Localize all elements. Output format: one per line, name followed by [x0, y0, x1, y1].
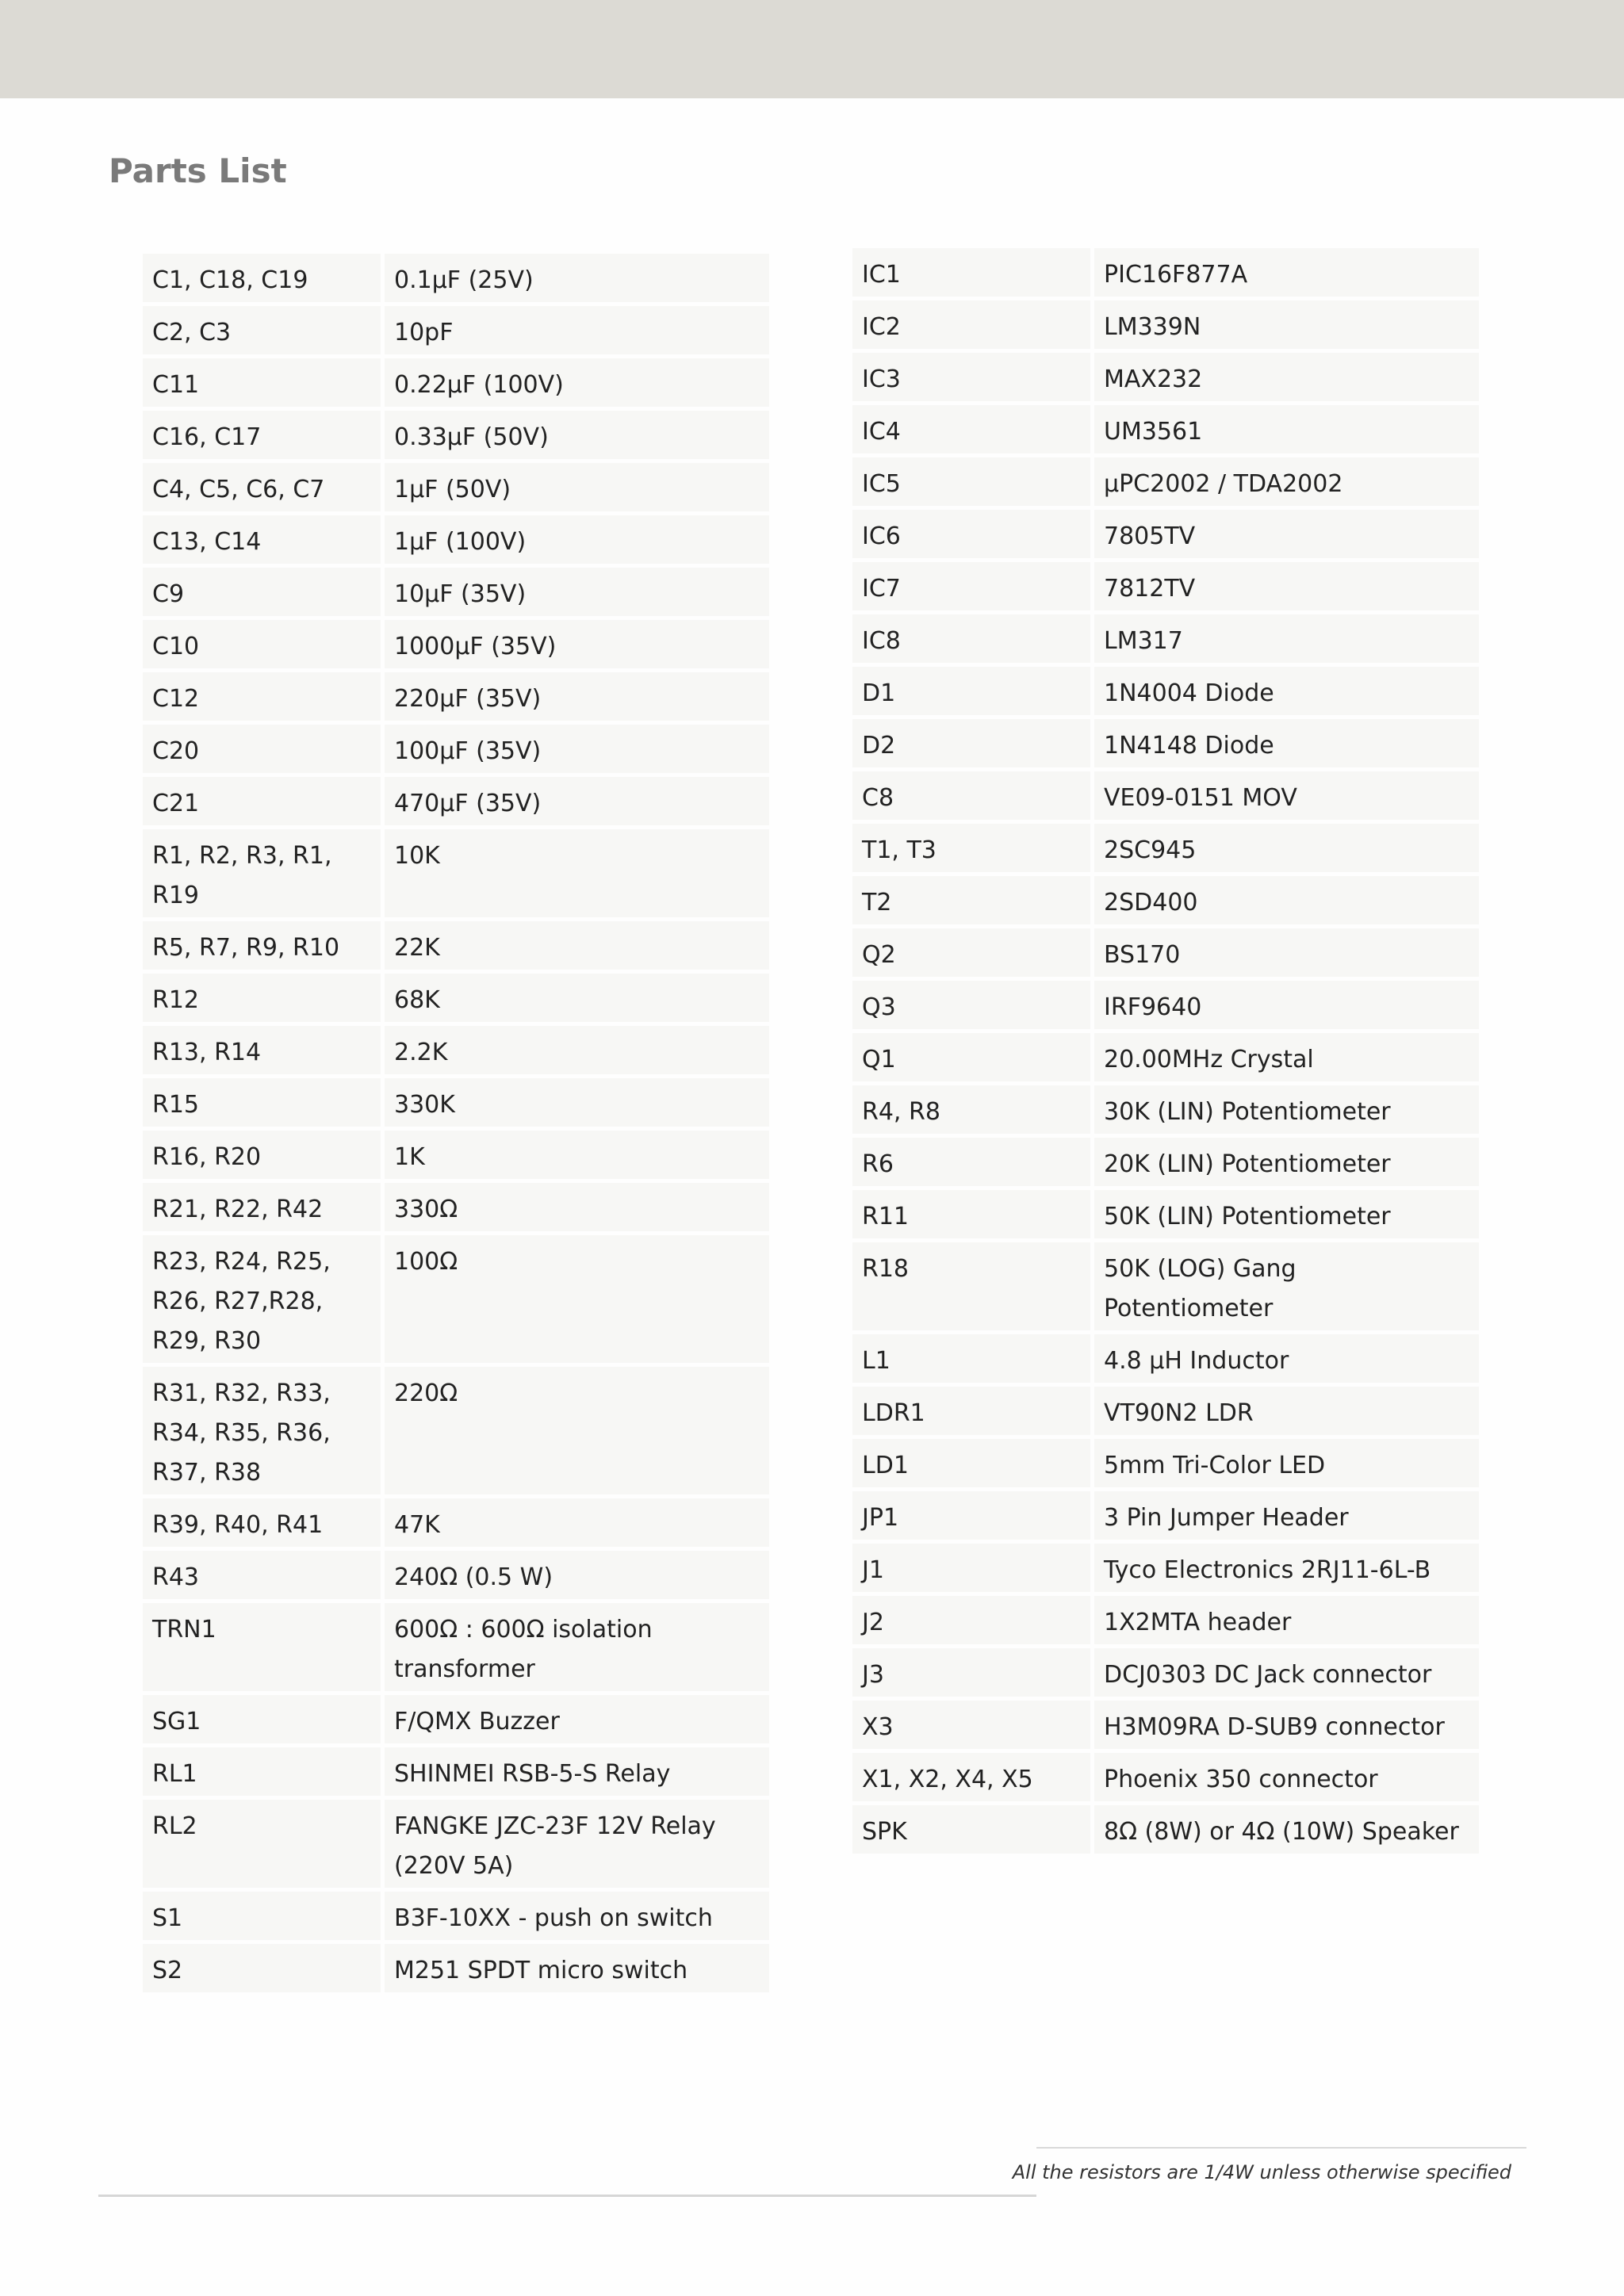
part-value: 0.33µF (50V) [385, 411, 769, 459]
part-value: 10µF (35V) [385, 568, 769, 616]
part-value: 470µF (35V) [385, 777, 769, 825]
part-value: UM3561 [1094, 405, 1479, 453]
part-reference: LDR1 [852, 1387, 1090, 1435]
part-value: 1N4004 Diode [1094, 667, 1479, 715]
table-row [852, 1334, 1479, 1383]
part-value: MAX232 [1094, 353, 1479, 401]
table-row [852, 667, 1479, 715]
part-value: VE09-0151 MOV [1094, 771, 1479, 820]
part-reference: D2 [852, 719, 1090, 767]
table-row [143, 1498, 769, 1547]
part-reference: R16, R20 [143, 1131, 381, 1179]
part-reference: RL1 [143, 1747, 381, 1796]
part-reference: TRN1 [143, 1603, 381, 1691]
part-value: SHINMEI RSB-5-S Relay [385, 1747, 769, 1796]
part-value: LM317 [1094, 614, 1479, 663]
table-row [852, 1491, 1479, 1540]
table-row [852, 876, 1479, 924]
part-value: 100Ω [385, 1235, 769, 1363]
part-value: 220µF (35V) [385, 672, 769, 721]
part-value: Phoenix 350 connector [1094, 1753, 1479, 1801]
table-row [143, 1800, 769, 1888]
part-reference: J3 [852, 1648, 1090, 1697]
part-value: 0.1µF (25V) [385, 254, 769, 302]
part-reference: R4, R8 [852, 1085, 1090, 1134]
part-reference: IC6 [852, 510, 1090, 558]
part-value: 4.8 µH Inductor [1094, 1334, 1479, 1383]
part-value: 1µF (50V) [385, 463, 769, 511]
part-value: Tyco Electronics 2RJ11-6L-B [1094, 1544, 1479, 1592]
part-reference: C10 [143, 620, 381, 668]
table-row [852, 1701, 1479, 1749]
table-row [852, 405, 1479, 453]
part-value: IRF9640 [1094, 981, 1479, 1029]
part-reference: C13, C14 [143, 515, 381, 564]
part-reference: IC7 [852, 562, 1090, 610]
part-value: 2SC945 [1094, 824, 1479, 872]
part-value: 22K [385, 921, 769, 970]
part-value: H3M09RA D-SUB9 connector [1094, 1701, 1479, 1749]
table-row [143, 1603, 769, 1691]
part-reference: X3 [852, 1701, 1090, 1749]
table-row [852, 1138, 1479, 1186]
part-reference: T2 [852, 876, 1090, 924]
part-reference: IC5 [852, 457, 1090, 506]
footer-divider [98, 2195, 1036, 2197]
part-value: DCJ0303 DC Jack connector [1094, 1648, 1479, 1697]
table-row [852, 928, 1479, 977]
table-row [143, 1235, 769, 1363]
part-reference: IC3 [852, 353, 1090, 401]
part-value: 50K (LOG) Gang Potentiometer [1094, 1242, 1479, 1330]
table-row [143, 1078, 769, 1127]
table-row [852, 981, 1479, 1029]
part-value: 330Ω [385, 1183, 769, 1231]
part-reference: D1 [852, 667, 1090, 715]
table-row [852, 562, 1479, 610]
table-row [852, 457, 1479, 506]
table-row [143, 254, 769, 302]
header-band [0, 0, 1624, 98]
footnote: All the resistors are 1/4W unless otherwise specified [1012, 2161, 1511, 2183]
table-row [143, 463, 769, 511]
part-value: PIC16F877A [1094, 248, 1479, 297]
table-row [143, 1026, 769, 1074]
part-reference: IC2 [852, 300, 1090, 349]
table-row [143, 1747, 769, 1796]
part-value: 10pF [385, 306, 769, 354]
part-value: 1µF (100V) [385, 515, 769, 564]
table-row [143, 1551, 769, 1599]
table-row [143, 672, 769, 721]
part-reference: R43 [143, 1551, 381, 1599]
part-value: 240Ω (0.5 W) [385, 1551, 769, 1599]
part-reference: R18 [852, 1242, 1090, 1330]
part-reference: T1, T3 [852, 824, 1090, 872]
part-value: 47K [385, 1498, 769, 1547]
table-row [143, 1695, 769, 1743]
part-reference: C12 [143, 672, 381, 721]
table-row [852, 1544, 1479, 1592]
part-reference: Q3 [852, 981, 1090, 1029]
part-reference: S2 [143, 1944, 381, 1992]
part-value: 330K [385, 1078, 769, 1127]
table-row [143, 568, 769, 616]
part-value: 0.22µF (100V) [385, 358, 769, 407]
table-row [143, 620, 769, 668]
part-reference: R23, R24, R25, R26, R27,R28, R29, R30 [143, 1235, 381, 1363]
part-value: 3 Pin Jumper Header [1094, 1491, 1479, 1540]
part-value: 30K (LIN) Potentiometer [1094, 1085, 1479, 1134]
part-value: FANGKE JZC-23F 12V Relay (220V 5A) [385, 1800, 769, 1888]
table-row [143, 725, 769, 773]
part-reference: Q1 [852, 1033, 1090, 1081]
table-row [143, 358, 769, 407]
part-reference: R31, R32, R33, R34, R35, R36, R37, R38 [143, 1367, 381, 1494]
table-row [852, 510, 1479, 558]
part-value: 220Ω [385, 1367, 769, 1494]
part-value: 7812TV [1094, 562, 1479, 610]
part-value: B3F-10XX - push on switch [385, 1892, 769, 1940]
table-row [852, 719, 1479, 767]
table-row [852, 248, 1479, 297]
part-value: 100µF (35V) [385, 725, 769, 773]
part-reference: SG1 [143, 1695, 381, 1743]
table-row [852, 824, 1479, 872]
part-value: 8Ω (8W) or 4Ω (10W) Speaker [1094, 1805, 1479, 1854]
part-reference: C11 [143, 358, 381, 407]
table-row [852, 1033, 1479, 1081]
part-value: 2SD400 [1094, 876, 1479, 924]
part-reference: R5, R7, R9, R10 [143, 921, 381, 970]
table-row [143, 829, 769, 917]
table-row [143, 1944, 769, 1992]
part-reference: LD1 [852, 1439, 1090, 1487]
part-value: 5mm Tri-Color LED [1094, 1439, 1479, 1487]
part-reference: R12 [143, 974, 381, 1022]
part-value: 600Ω : 600Ω isolation transformer [385, 1603, 769, 1691]
part-reference: X1, X2, X4, X5 [852, 1753, 1090, 1801]
table-row [852, 1242, 1479, 1330]
part-reference: R21, R22, R42 [143, 1183, 381, 1231]
table-row [143, 306, 769, 354]
part-value: 20.00MHz Crystal [1094, 1033, 1479, 1081]
part-value: 68K [385, 974, 769, 1022]
part-reference: L1 [852, 1334, 1090, 1383]
part-value: 1N4148 Diode [1094, 719, 1479, 767]
part-value: 2.2K [385, 1026, 769, 1074]
table-row [143, 777, 769, 825]
table-row [143, 1367, 769, 1494]
table-row [852, 1387, 1479, 1435]
table-row [143, 921, 769, 970]
table-row [852, 1190, 1479, 1238]
part-reference: SPK [852, 1805, 1090, 1854]
part-reference: C4, C5, C6, C7 [143, 463, 381, 511]
part-reference: IC4 [852, 405, 1090, 453]
part-reference: J2 [852, 1596, 1090, 1644]
part-reference: R6 [852, 1138, 1090, 1186]
part-reference: C16, C17 [143, 411, 381, 459]
part-reference: C8 [852, 771, 1090, 820]
part-reference: J1 [852, 1544, 1090, 1592]
part-reference: R11 [852, 1190, 1090, 1238]
part-value: LM339N [1094, 300, 1479, 349]
table-row [852, 1805, 1479, 1854]
table-row [852, 1596, 1479, 1644]
part-value: 10K [385, 829, 769, 917]
part-value: 20K (LIN) Potentiometer [1094, 1138, 1479, 1186]
parts-table-left [139, 250, 773, 1996]
page-title: Parts List [109, 151, 287, 190]
part-reference: R39, R40, R41 [143, 1498, 381, 1547]
table-row [143, 1892, 769, 1940]
table-row [852, 300, 1479, 349]
table-row [143, 1131, 769, 1179]
part-value: BS170 [1094, 928, 1479, 977]
part-reference: JP1 [852, 1491, 1090, 1540]
table-row [143, 974, 769, 1022]
part-value: F/QMX Buzzer [385, 1695, 769, 1743]
part-reference: C9 [143, 568, 381, 616]
part-value: M251 SPDT micro switch [385, 1944, 769, 1992]
table-row [143, 515, 769, 564]
table-row [852, 353, 1479, 401]
part-value: VT90N2 LDR [1094, 1387, 1479, 1435]
part-reference: RL2 [143, 1800, 381, 1888]
part-reference: R1, R2, R3, R1, R19 [143, 829, 381, 917]
part-reference: Q2 [852, 928, 1090, 977]
table-row [852, 1753, 1479, 1801]
part-value: 1X2MTA header [1094, 1596, 1479, 1644]
part-reference: C21 [143, 777, 381, 825]
part-value: 1000µF (35V) [385, 620, 769, 668]
part-reference: R15 [143, 1078, 381, 1127]
table-row [852, 1439, 1479, 1487]
part-value: 1K [385, 1131, 769, 1179]
table-row [143, 411, 769, 459]
part-reference: C2, C3 [143, 306, 381, 354]
parts-table-right [848, 244, 1483, 1858]
footnote-divider [1036, 2147, 1526, 2149]
part-reference: IC8 [852, 614, 1090, 663]
part-value: 7805TV [1094, 510, 1479, 558]
part-reference: S1 [143, 1892, 381, 1940]
part-value: 50K (LIN) Potentiometer [1094, 1190, 1479, 1238]
table-row [852, 1648, 1479, 1697]
part-reference: IC1 [852, 248, 1090, 297]
table-row [143, 1183, 769, 1231]
table-row [852, 614, 1479, 663]
part-reference: R13, R14 [143, 1026, 381, 1074]
part-reference: C1, C18, C19 [143, 254, 381, 302]
table-row [852, 771, 1479, 820]
part-value: µPC2002 / TDA2002 [1094, 457, 1479, 506]
part-reference: C20 [143, 725, 381, 773]
table-row [852, 1085, 1479, 1134]
